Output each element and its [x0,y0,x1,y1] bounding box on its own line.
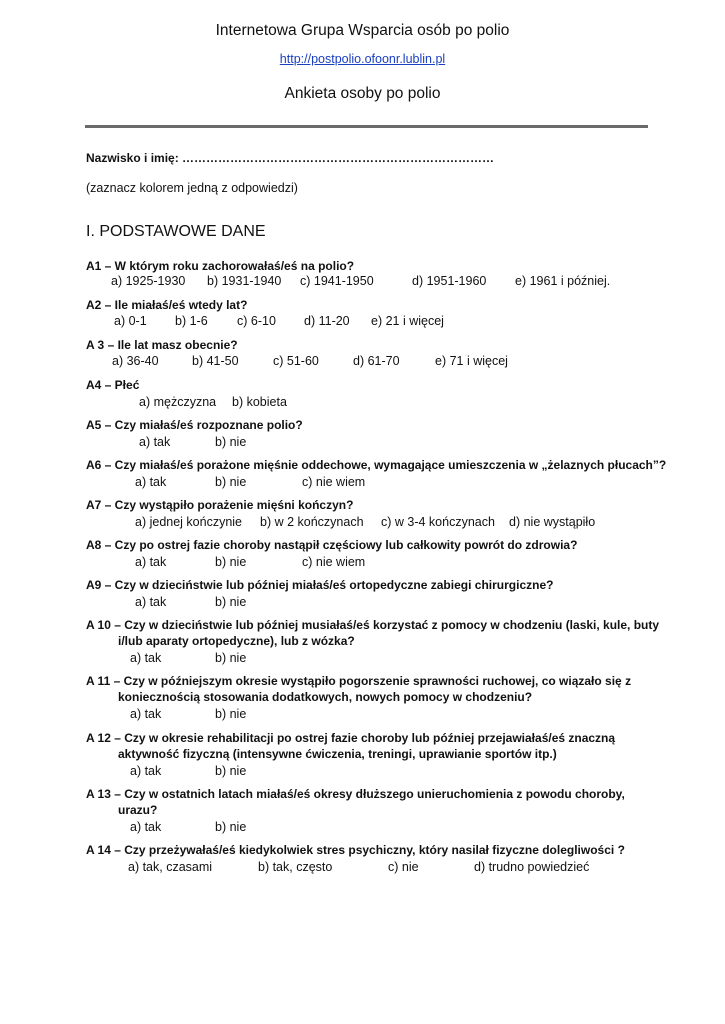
answer-option[interactable]: b) nie [215,595,247,609]
answer-option[interactable]: b) nie [215,820,247,834]
question-a8: A8 – Czy po ostrej fazie choroby nastąpił częściowy lub całkowity powrót do zdrowia? [86,538,578,552]
survey-title: Ankieta osoby po polio [284,85,441,102]
answer-option[interactable]: b) kobieta [232,395,287,409]
question-a7: A7 – Czy wystąpiło porażenie mięśni kończyn? [86,498,354,512]
question-a12: A 12 – Czy w okresie rehabilitacji po ostrej fazie choroby lub później przejawiałaś/eś znaczną [86,731,616,745]
answer-option[interactable]: b) w 2 kończynach [260,515,364,529]
header-divider [85,125,648,128]
instruction-text: (zaznacz kolorem jedną z odpowiedzi) [86,181,298,195]
answer-option[interactable]: c) 6-10 [237,314,276,328]
answer-option[interactable]: b) nie [215,651,247,665]
answer-option[interactable]: b) nie [215,764,247,778]
question-a4: A4 – Płeć [86,378,140,392]
question-a3: A 3 – Ile lat masz obecnie? [86,338,238,352]
answer-option[interactable]: b) nie [215,475,247,489]
name-field-label: Nazwisko i imię: …………………………………………………………………… [86,151,495,165]
answer-option[interactable]: a) 36-40 [112,354,159,368]
answer-option[interactable]: c) w 3-4 kończynach [381,515,495,529]
question-a5: A5 – Czy miałaś/eś rozpoznane polio? [86,418,303,432]
question-a1: A1 – W którym roku zachorowałaś/eś na polio? [86,259,355,273]
answer-option[interactable]: a) 1925-1930 [111,274,186,288]
answer-option[interactable]: a) tak [139,435,171,449]
answer-option[interactable]: e) 71 i więcej [435,354,508,368]
answer-option[interactable]: c) nie wiem [302,555,366,569]
answer-option[interactable]: e) 21 i więcej [371,314,444,328]
answer-option[interactable]: d) 61-70 [353,354,400,368]
answer-option[interactable]: b) 1-6 [175,314,208,328]
answer-option[interactable]: d) nie wystąpiło [509,515,596,529]
answer-option[interactable]: a) tak [130,707,162,721]
answer-option[interactable]: a) jednej kończynie [135,515,243,529]
question-a10: A 10 – Czy w dzieciństwie lub później musiałaś/eś korzystać z pomocy w chodzeniu (laski, kule, buty [86,618,660,632]
answer-option[interactable]: a) tak [130,764,162,778]
question-a11: A 11 – Czy w późniejszym okresie wystąpiło pogorszenie sprawności ruchowej, co wiązało się z [86,674,632,688]
answer-option[interactable]: a) 0-1 [114,314,147,328]
question-a11-continued: koniecznością stosowania dodatkowych, nowych pomocy w chodzeniu? [118,690,533,704]
answer-option[interactable]: b) nie [215,435,247,449]
answer-option[interactable]: b) nie [215,707,247,721]
question-a12-continued: aktywność fizyczną (intensywne ćwiczenia, treningi, uprawianie sportów itp.) [118,747,557,761]
question-a13: A 13 – Czy w ostatnich latach miałaś/eś okresy dłuższego unieruchomienia z powodu choroby, [86,787,625,801]
answer-option[interactable]: b) 1931-1940 [207,274,282,288]
section-heading: I. PODSTAWOWE DANE [86,223,266,240]
answer-option[interactable]: a) tak, czasami [128,860,213,874]
answer-option[interactable]: b) nie [215,555,247,569]
website-link[interactable]: http://postpolio.ofoonr.lublin.pl [279,52,446,66]
answer-option[interactable]: d) trudno powiedzieć [474,860,590,874]
answer-option[interactable]: a) tak [135,475,167,489]
answer-option[interactable]: c) 51-60 [273,354,319,368]
answer-option[interactable]: e) 1961 i później. [515,274,611,288]
answer-option[interactable]: b) 41-50 [192,354,239,368]
question-a14: A 14 – Czy przeżywałaś/eś kiedykolwiek stres psychiczny, który nasilał fizyczne dolegliwości ? [86,843,625,857]
answer-option[interactable]: d) 11-20 [304,314,350,328]
question-a9: A9 – Czy w dzieciństwie lub później miałaś/eś ortopedyczne zabiegi chirurgiczne? [86,578,554,592]
answer-option[interactable]: a) tak [135,595,167,609]
question-a13-continued: urazu? [118,803,158,817]
answer-option[interactable]: c) nie wiem [302,475,366,489]
answer-option[interactable]: a) mężczyzna [139,395,217,409]
answer-option[interactable]: c) 1941-1950 [300,274,374,288]
answer-option[interactable]: a) tak [135,555,167,569]
answer-option[interactable]: a) tak [130,651,162,665]
answer-option[interactable]: c) nie [388,860,419,874]
question-a6: A6 – Czy miałaś/eś porażone mięśnie oddechowe, wymagające umieszczenia w „żelaznych płucach”? [86,458,667,472]
question-a2: A2 – Ile miałaś/eś wtedy lat? [86,298,248,312]
document-title: Internetowa Grupa Wsparcia osób po polio [215,22,510,39]
question-a10-continued: i/lub aparaty ortopedyczne), lub z wózka? [118,634,355,648]
answer-option[interactable]: b) tak, często [258,860,333,874]
answer-option[interactable]: a) tak [130,820,162,834]
answer-option[interactable]: d) 1951-1960 [412,274,487,288]
